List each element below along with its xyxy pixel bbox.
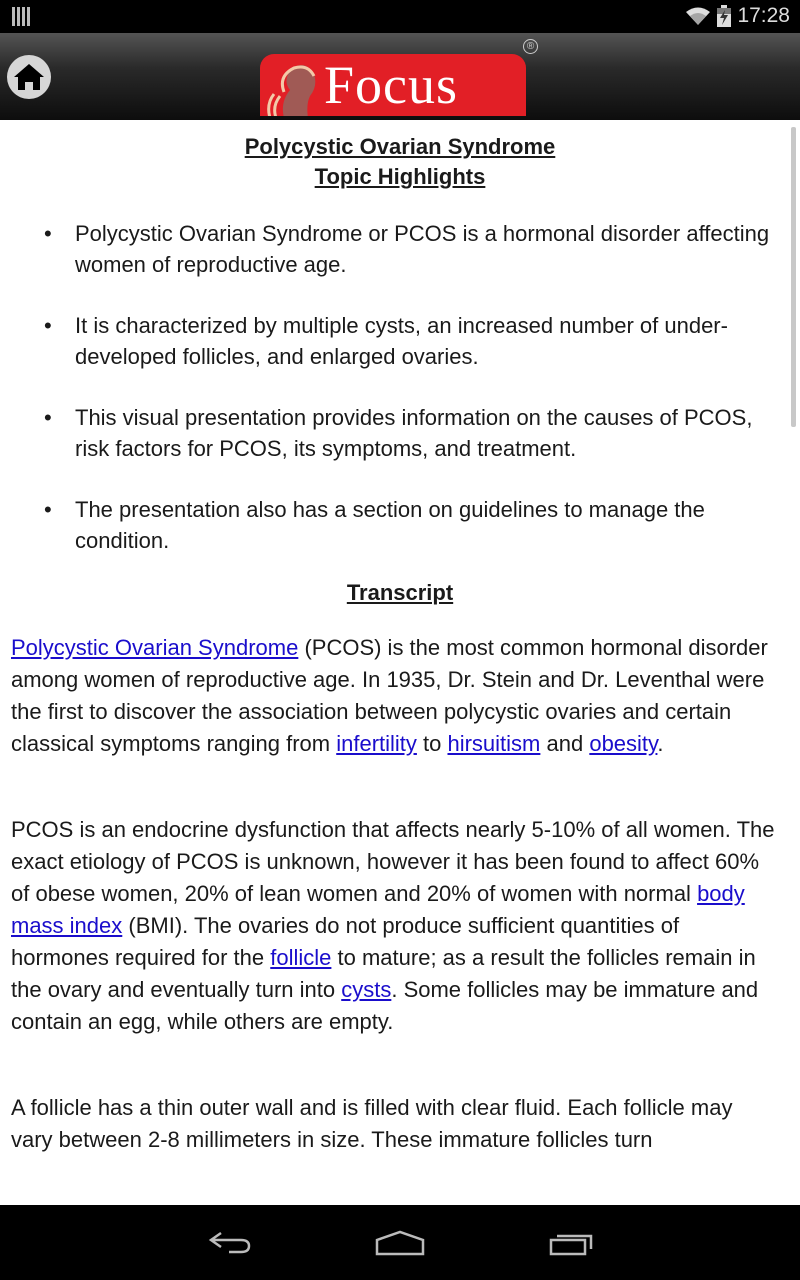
battery-charging-icon (717, 5, 731, 27)
link-hirsuitism[interactable]: hirsuitism (447, 731, 541, 756)
link-cysts[interactable]: cysts (341, 977, 392, 1002)
registered-mark: ® (523, 39, 538, 54)
home-icon (13, 63, 45, 91)
link-obesity[interactable]: obesity (589, 731, 658, 756)
scrollbar[interactable] (791, 127, 796, 427)
recent-apps-icon (548, 1230, 596, 1256)
transcript-paragraph-1: Polycystic Ovarian Syndrome (PCOS) is the most common hormonal disorder among women of reproductive age. In 1935, Dr. Stein and Dr. Leventhal were the first to discover the association between polycystic ovaries and certain classical symptoms ranging from infertility to hirsuitism and obesity. (11, 635, 768, 756)
transcript-paragraph-2: PCOS is an endocrine dysfunction that affects nearly 5-10% of all women. The exact etiology of PCOS is unknown, however it has been found to affect 60% of obese women, 20% of lean women and 20% of women with normal body mass index (BMI). The ovaries do not produce sufficient quantities of hormones required for the follicle to mature; as a result the follicles remain in the ovary and eventually turn into cysts. Some follicles may be immature and contain an egg, while others are empty. (11, 817, 775, 1034)
focus-logo (260, 54, 526, 116)
list-item: • The presentation also has a section on guidelines to manage the condition. (75, 494, 800, 556)
status-bar (0, 0, 800, 33)
list-item: • This visual presentation provides information on the causes of PCOS, risk factors for PCOS, its symptoms, and treatment. (75, 402, 800, 464)
notification-bars-icon (12, 7, 30, 26)
transcript-paragraph-3: A follicle has a thin outer wall and is filled with clear fluid. Each follicle may vary between 2-8 millimeters in size. These immature follicles turn (11, 1095, 733, 1152)
link-infertility[interactable]: infertility (336, 731, 417, 756)
article-content (0, 120, 800, 1205)
transcript-heading: Transcript (346, 580, 454, 605)
head-silhouette-icon (262, 62, 322, 116)
list-item: • Polycystic Ovarian Syndrome or PCOS is a hormonal disorder affecting women of reproductive age. (75, 218, 800, 280)
back-button[interactable] (200, 1223, 260, 1263)
page-title-line1: Polycystic Ovarian Syndrome (244, 134, 556, 159)
wifi-icon (685, 6, 711, 26)
app-header (0, 33, 800, 120)
highlights-list (0, 218, 800, 556)
home-button[interactable] (7, 55, 51, 99)
link-follicle[interactable]: follicle (270, 945, 332, 970)
home-icon (375, 1230, 425, 1256)
list-item: • It is characterized by multiple cysts, an increased number of under-developed follicles, and enlarged ovaries. (75, 310, 800, 372)
recent-apps-button[interactable] (542, 1223, 602, 1263)
page-title-line2: Topic Highlights (314, 164, 486, 189)
link-polycystic-ovarian-syndrome[interactable]: Polycystic Ovarian Syndrome (11, 635, 299, 660)
page-title (0, 132, 800, 192)
logo-text: Focus (324, 55, 459, 115)
back-icon (207, 1230, 253, 1256)
system-nav-bar (0, 1205, 800, 1280)
clock: 17:28 (737, 4, 790, 27)
home-nav-button[interactable] (370, 1223, 430, 1263)
link-body-mass-index[interactable]: body mass index (11, 881, 745, 938)
